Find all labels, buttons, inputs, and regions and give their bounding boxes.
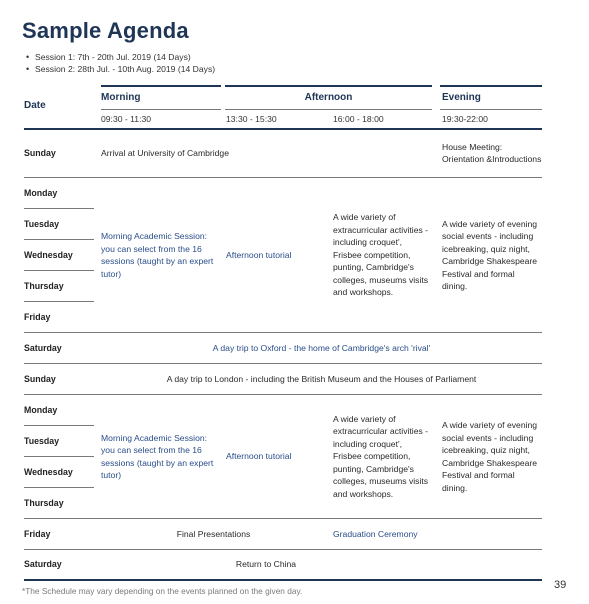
header-rule-morning — [101, 85, 221, 87]
day-label: Thursday — [24, 497, 64, 508]
morning-academic-cell: Morning Academic Session: you can select from the 16 sessions (taught by an expert tutor) — [101, 432, 214, 480]
morning-header: Morning — [101, 91, 141, 103]
day-label: Thursday — [24, 280, 64, 291]
afternoon-header: Afternoon — [304, 91, 353, 103]
afternoon-tutorial-cell: Afternoon tutorial — [226, 451, 292, 462]
arrival-cell: Arrival at University of Cambridge — [101, 147, 229, 158]
header-sub-rule — [440, 109, 542, 110]
time-slot: 16:00 - 18:00 — [333, 113, 384, 124]
afternoon-tutorial-cell: Afternoon tutorial — [226, 249, 292, 260]
day-label: Wednesday — [24, 466, 73, 477]
activities-cell: A wide variety of extracurricular activities - including croquet', Frisbee competition, punting, Cambridge's colleges, museums visits and workshops. — [333, 413, 429, 499]
evening-social-cell: A wide variety of evening social events - including icebreaking, quiz night, Cambridge Shakespeare Festival and formal dining. — [442, 218, 538, 291]
header-rule-evening — [440, 85, 542, 87]
graduation-cell: Graduation Ceremony — [333, 528, 418, 539]
evening-header: Evening — [442, 91, 481, 103]
time-slot: 19:30-22:00 — [442, 113, 488, 124]
day-label: Monday — [24, 187, 58, 198]
day-label: Sunday — [24, 373, 56, 384]
header-sub-rule — [101, 109, 221, 110]
session-item: • Session 1: 7th - 20th Jul. 2019 (14 Days) — [26, 51, 215, 63]
date-header: Date — [24, 99, 46, 111]
day-label: Sunday — [24, 147, 56, 158]
london-trip-cell: A day trip to London - including the British Museum and the Houses of Parliament — [166, 373, 477, 384]
day-label: Monday — [24, 404, 58, 415]
session-item: • Session 2: 28th Jul. - 10th Aug. 2019 (14 Days) — [26, 63, 215, 75]
header-sub-rule — [225, 109, 432, 110]
day-label: Friday — [24, 528, 51, 539]
house-meeting-cell: House Meeting: Orientation &Introductions — [442, 141, 542, 164]
activities-cell: A wide variety of extracurricular activities - including croquet', Frisbee competition, punting, Cambridge's colleges, museums visits and workshops. — [333, 212, 429, 298]
morning-academic-cell: Morning Academic Session: you can select from the 16 sessions (taught by an expert tutor) — [101, 231, 214, 279]
final-presentations-cell: Final Presentations — [176, 528, 251, 539]
session-list — [26, 51, 215, 75]
oxford-trip-cell: A day trip to Oxford - the home of Cambridge's arch 'rival' — [212, 342, 431, 353]
table-bottom-rule — [24, 579, 542, 581]
page-number: 39 — [554, 579, 567, 591]
time-slot: 13:30 - 15:30 — [226, 113, 277, 124]
page-title: Sample Agenda — [22, 18, 189, 43]
day-label: Friday — [24, 311, 51, 322]
header-rule-afternoon — [225, 85, 432, 87]
return-cell: Return to China — [235, 559, 297, 570]
day-label: Saturday — [24, 559, 62, 570]
evening-social-cell: A wide variety of evening social events - including icebreaking, quiz night, Cambridge Shakespeare Festival and formal dining. — [442, 420, 538, 493]
time-slot: 09:30 - 11:30 — [101, 113, 152, 124]
day-label: Wednesday — [24, 249, 73, 260]
day-label: Tuesday — [24, 435, 60, 446]
day-label: Saturday — [24, 342, 62, 353]
day-label: Tuesday — [24, 218, 60, 229]
footnote: *The Schedule may vary depending on the events planned on the given day. — [22, 586, 303, 596]
